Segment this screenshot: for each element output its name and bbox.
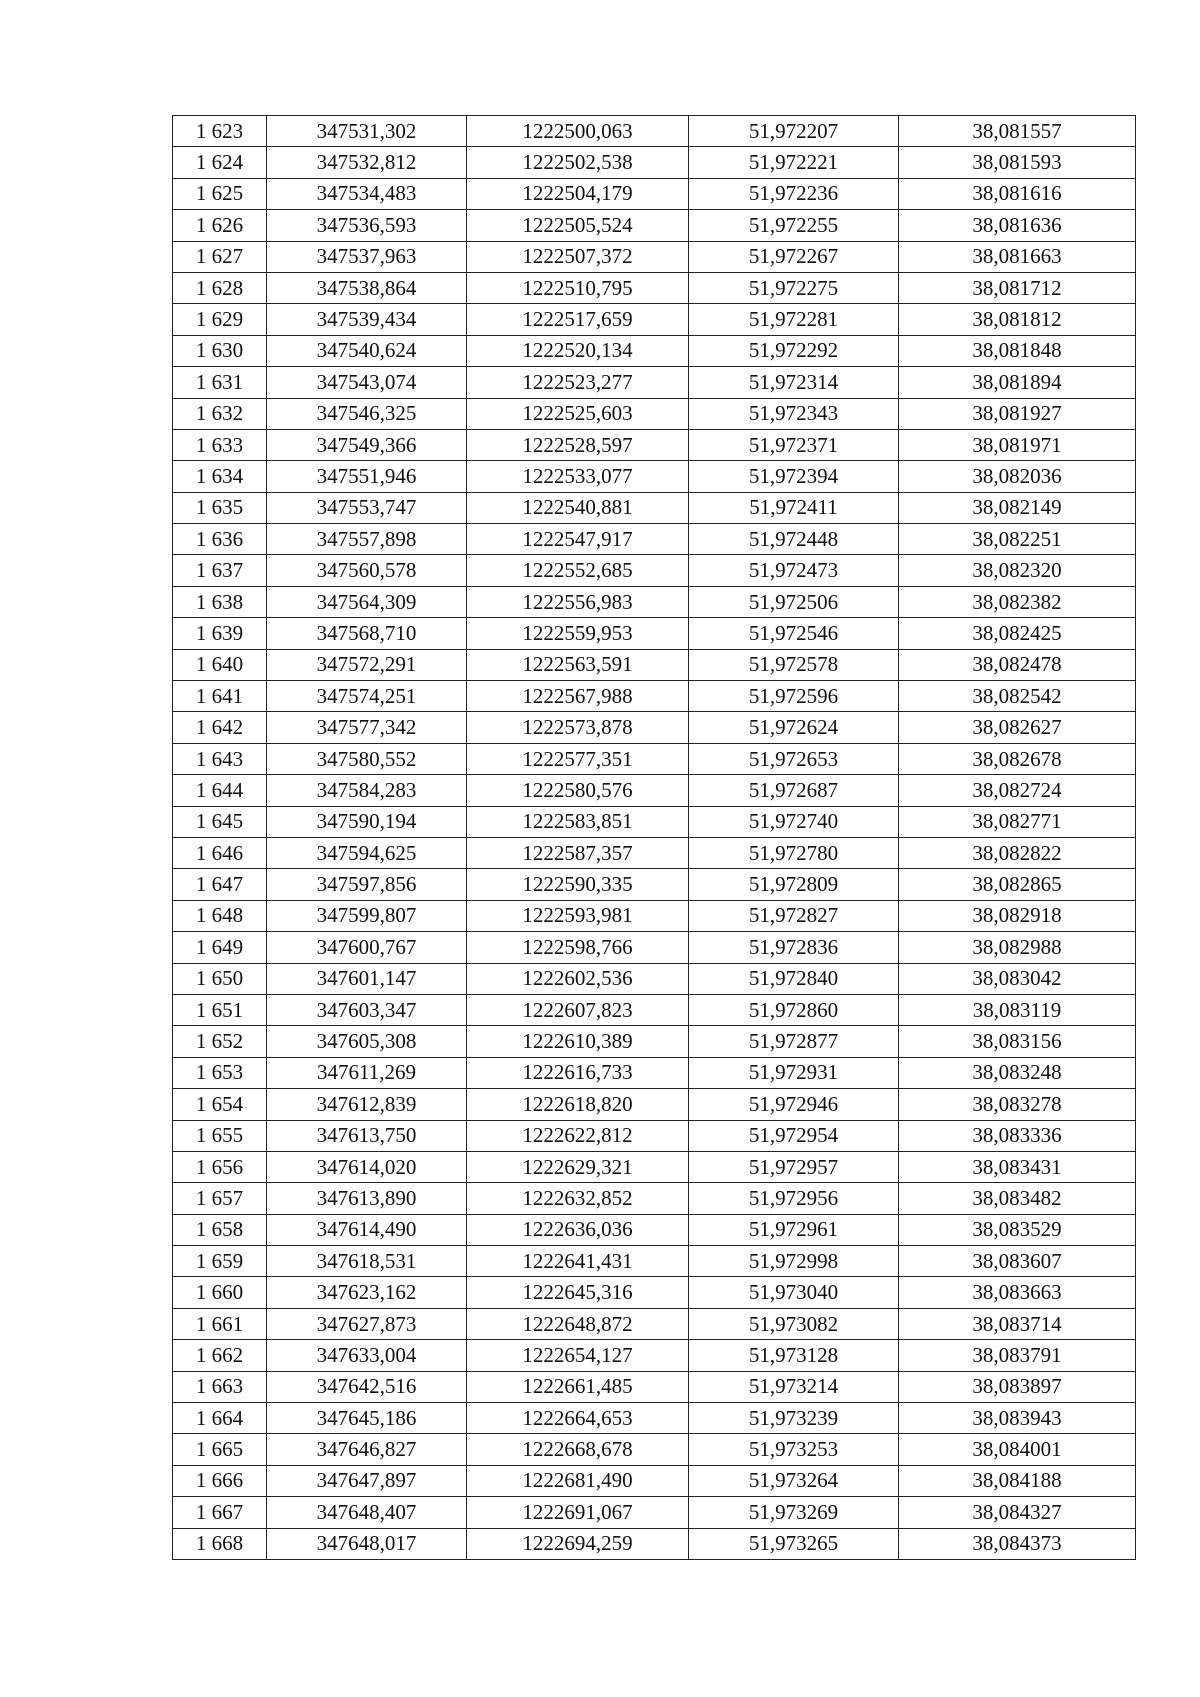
- table-row: [173, 932, 1136, 963]
- coordinates-table-body: [173, 116, 1136, 1560]
- table-row: [173, 1089, 1136, 1120]
- x-coordinate-cell: 347633,004: [267, 1340, 467, 1371]
- longitude-cell: 38,081848: [899, 335, 1136, 366]
- latitude-cell: 51,973264: [689, 1465, 899, 1496]
- table-row: [173, 241, 1136, 272]
- table-row: [173, 304, 1136, 335]
- y-coordinate-cell: 1222694,259: [467, 1528, 689, 1559]
- table-row: [173, 335, 1136, 366]
- y-coordinate-cell: 1222577,351: [467, 743, 689, 774]
- table-row: [173, 147, 1136, 178]
- longitude-cell: 38,083714: [899, 1308, 1136, 1339]
- longitude-cell: 38,083607: [899, 1246, 1136, 1277]
- x-coordinate-cell: 347537,963: [267, 241, 467, 272]
- point-number-cell: 1 638: [173, 586, 267, 617]
- table-row: [173, 398, 1136, 429]
- longitude-cell: 38,081812: [899, 304, 1136, 335]
- table-row: [173, 837, 1136, 868]
- table-row: [173, 806, 1136, 837]
- x-coordinate-cell: 347613,750: [267, 1120, 467, 1151]
- longitude-cell: 38,081593: [899, 147, 1136, 178]
- y-coordinate-cell: 1222525,603: [467, 398, 689, 429]
- point-number-cell: 1 628: [173, 272, 267, 303]
- x-coordinate-cell: 347647,897: [267, 1465, 467, 1496]
- x-coordinate-cell: 347646,827: [267, 1434, 467, 1465]
- y-coordinate-cell: 1222616,733: [467, 1057, 689, 1088]
- latitude-cell: 51,972281: [689, 304, 899, 335]
- point-number-cell: 1 631: [173, 367, 267, 398]
- point-number-cell: 1 635: [173, 492, 267, 523]
- latitude-cell: 51,972998: [689, 1246, 899, 1277]
- latitude-cell: 51,973239: [689, 1403, 899, 1434]
- table-row: [173, 869, 1136, 900]
- y-coordinate-cell: 1222641,431: [467, 1246, 689, 1277]
- y-coordinate-cell: 1222533,077: [467, 461, 689, 492]
- y-coordinate-cell: 1222607,823: [467, 994, 689, 1025]
- latitude-cell: 51,972343: [689, 398, 899, 429]
- longitude-cell: 38,082382: [899, 586, 1136, 617]
- longitude-cell: 38,081636: [899, 210, 1136, 241]
- x-coordinate-cell: 347572,291: [267, 649, 467, 680]
- latitude-cell: 51,972394: [689, 461, 899, 492]
- y-coordinate-cell: 1222602,536: [467, 963, 689, 994]
- longitude-cell: 38,083431: [899, 1151, 1136, 1182]
- table-row: [173, 1151, 1136, 1182]
- table-row: [173, 367, 1136, 398]
- x-coordinate-cell: 347603,347: [267, 994, 467, 1025]
- table-row: [173, 775, 1136, 806]
- y-coordinate-cell: 1222618,820: [467, 1089, 689, 1120]
- table-row: [173, 681, 1136, 712]
- point-number-cell: 1 666: [173, 1465, 267, 1496]
- point-number-cell: 1 646: [173, 837, 267, 868]
- y-coordinate-cell: 1222598,766: [467, 932, 689, 963]
- x-coordinate-cell: 347600,767: [267, 932, 467, 963]
- y-coordinate-cell: 1222664,653: [467, 1403, 689, 1434]
- x-coordinate-cell: 347568,710: [267, 618, 467, 649]
- point-number-cell: 1 639: [173, 618, 267, 649]
- y-coordinate-cell: 1222610,389: [467, 1026, 689, 1057]
- point-number-cell: 1 625: [173, 178, 267, 209]
- x-coordinate-cell: 347648,407: [267, 1497, 467, 1528]
- x-coordinate-cell: 347613,890: [267, 1183, 467, 1214]
- y-coordinate-cell: 1222622,812: [467, 1120, 689, 1151]
- x-coordinate-cell: 347546,325: [267, 398, 467, 429]
- x-coordinate-cell: 347574,251: [267, 681, 467, 712]
- table-row: [173, 272, 1136, 303]
- y-coordinate-cell: 1222590,335: [467, 869, 689, 900]
- point-number-cell: 1 659: [173, 1246, 267, 1277]
- point-number-cell: 1 664: [173, 1403, 267, 1434]
- longitude-cell: 38,083336: [899, 1120, 1136, 1151]
- y-coordinate-cell: 1222681,490: [467, 1465, 689, 1496]
- table-row: [173, 743, 1136, 774]
- table-row: [173, 994, 1136, 1025]
- table-row: [173, 1214, 1136, 1245]
- latitude-cell: 51,972411: [689, 492, 899, 523]
- point-number-cell: 1 652: [173, 1026, 267, 1057]
- x-coordinate-cell: 347560,578: [267, 555, 467, 586]
- y-coordinate-cell: 1222567,988: [467, 681, 689, 712]
- latitude-cell: 51,973082: [689, 1308, 899, 1339]
- point-number-cell: 1 667: [173, 1497, 267, 1528]
- y-coordinate-cell: 1222552,685: [467, 555, 689, 586]
- longitude-cell: 38,084188: [899, 1465, 1136, 1496]
- latitude-cell: 51,972954: [689, 1120, 899, 1151]
- y-coordinate-cell: 1222563,591: [467, 649, 689, 680]
- longitude-cell: 38,083248: [899, 1057, 1136, 1088]
- longitude-cell: 38,082724: [899, 775, 1136, 806]
- x-coordinate-cell: 347564,309: [267, 586, 467, 617]
- latitude-cell: 51,972961: [689, 1214, 899, 1245]
- table-row: [173, 116, 1136, 147]
- x-coordinate-cell: 347584,283: [267, 775, 467, 806]
- y-coordinate-cell: 1222632,852: [467, 1183, 689, 1214]
- y-coordinate-cell: 1222556,983: [467, 586, 689, 617]
- latitude-cell: 51,972687: [689, 775, 899, 806]
- point-number-cell: 1 627: [173, 241, 267, 272]
- x-coordinate-cell: 347645,186: [267, 1403, 467, 1434]
- latitude-cell: 51,972221: [689, 147, 899, 178]
- x-coordinate-cell: 347539,434: [267, 304, 467, 335]
- point-number-cell: 1 624: [173, 147, 267, 178]
- longitude-cell: 38,083897: [899, 1371, 1136, 1402]
- table-row: [173, 1120, 1136, 1151]
- y-coordinate-cell: 1222559,953: [467, 618, 689, 649]
- latitude-cell: 51,972840: [689, 963, 899, 994]
- y-coordinate-cell: 1222629,321: [467, 1151, 689, 1182]
- point-number-cell: 1 641: [173, 681, 267, 712]
- point-number-cell: 1 654: [173, 1089, 267, 1120]
- point-number-cell: 1 655: [173, 1120, 267, 1151]
- latitude-cell: 51,972371: [689, 429, 899, 460]
- latitude-cell: 51,972314: [689, 367, 899, 398]
- point-number-cell: 1 647: [173, 869, 267, 900]
- longitude-cell: 38,084327: [899, 1497, 1136, 1528]
- longitude-cell: 38,082822: [899, 837, 1136, 868]
- point-number-cell: 1 640: [173, 649, 267, 680]
- longitude-cell: 38,082149: [899, 492, 1136, 523]
- longitude-cell: 38,082865: [899, 869, 1136, 900]
- table-row: [173, 1183, 1136, 1214]
- longitude-cell: 38,081663: [899, 241, 1136, 272]
- x-coordinate-cell: 347597,856: [267, 869, 467, 900]
- point-number-cell: 1 644: [173, 775, 267, 806]
- longitude-cell: 38,082627: [899, 712, 1136, 743]
- longitude-cell: 38,082542: [899, 681, 1136, 712]
- longitude-cell: 38,082320: [899, 555, 1136, 586]
- latitude-cell: 51,972624: [689, 712, 899, 743]
- point-number-cell: 1 648: [173, 900, 267, 931]
- table-row: [173, 618, 1136, 649]
- x-coordinate-cell: 347551,946: [267, 461, 467, 492]
- latitude-cell: 51,972292: [689, 335, 899, 366]
- latitude-cell: 51,972578: [689, 649, 899, 680]
- point-number-cell: 1 650: [173, 963, 267, 994]
- table-row: [173, 524, 1136, 555]
- x-coordinate-cell: 347642,516: [267, 1371, 467, 1402]
- x-coordinate-cell: 347557,898: [267, 524, 467, 555]
- point-number-cell: 1 634: [173, 461, 267, 492]
- point-number-cell: 1 656: [173, 1151, 267, 1182]
- x-coordinate-cell: 347577,342: [267, 712, 467, 743]
- latitude-cell: 51,972275: [689, 272, 899, 303]
- point-number-cell: 1 645: [173, 806, 267, 837]
- latitude-cell: 51,973040: [689, 1277, 899, 1308]
- table-row: [173, 178, 1136, 209]
- latitude-cell: 51,972931: [689, 1057, 899, 1088]
- latitude-cell: 51,972267: [689, 241, 899, 272]
- x-coordinate-cell: 347532,812: [267, 147, 467, 178]
- y-coordinate-cell: 1222587,357: [467, 837, 689, 868]
- coordinates-table: [172, 115, 1136, 1560]
- latitude-cell: 51,972546: [689, 618, 899, 649]
- longitude-cell: 38,083482: [899, 1183, 1136, 1214]
- latitude-cell: 51,972448: [689, 524, 899, 555]
- point-number-cell: 1 636: [173, 524, 267, 555]
- x-coordinate-cell: 347648,017: [267, 1528, 467, 1559]
- table-row: [173, 1057, 1136, 1088]
- table-row: [173, 461, 1136, 492]
- latitude-cell: 51,973265: [689, 1528, 899, 1559]
- table-row: [173, 555, 1136, 586]
- y-coordinate-cell: 1222580,576: [467, 775, 689, 806]
- x-coordinate-cell: 347536,593: [267, 210, 467, 241]
- x-coordinate-cell: 347612,839: [267, 1089, 467, 1120]
- latitude-cell: 51,972506: [689, 586, 899, 617]
- y-coordinate-cell: 1222523,277: [467, 367, 689, 398]
- x-coordinate-cell: 347538,864: [267, 272, 467, 303]
- longitude-cell: 38,081712: [899, 272, 1136, 303]
- latitude-cell: 51,972473: [689, 555, 899, 586]
- y-coordinate-cell: 1222500,063: [467, 116, 689, 147]
- x-coordinate-cell: 347601,147: [267, 963, 467, 994]
- x-coordinate-cell: 347543,074: [267, 367, 467, 398]
- longitude-cell: 38,083042: [899, 963, 1136, 994]
- x-coordinate-cell: 347627,873: [267, 1308, 467, 1339]
- longitude-cell: 38,082678: [899, 743, 1136, 774]
- latitude-cell: 51,973214: [689, 1371, 899, 1402]
- point-number-cell: 1 649: [173, 932, 267, 963]
- point-number-cell: 1 657: [173, 1183, 267, 1214]
- latitude-cell: 51,972860: [689, 994, 899, 1025]
- latitude-cell: 51,973253: [689, 1434, 899, 1465]
- x-coordinate-cell: 347590,194: [267, 806, 467, 837]
- y-coordinate-cell: 1222528,597: [467, 429, 689, 460]
- latitude-cell: 51,972207: [689, 116, 899, 147]
- y-coordinate-cell: 1222510,795: [467, 272, 689, 303]
- latitude-cell: 51,972957: [689, 1151, 899, 1182]
- x-coordinate-cell: 347534,483: [267, 178, 467, 209]
- point-number-cell: 1 658: [173, 1214, 267, 1245]
- table-row: [173, 210, 1136, 241]
- table-row: [173, 1371, 1136, 1402]
- x-coordinate-cell: 347599,807: [267, 900, 467, 931]
- table-row: [173, 1277, 1136, 1308]
- table-row: [173, 492, 1136, 523]
- table-row: [173, 1528, 1136, 1559]
- table-row: [173, 649, 1136, 680]
- latitude-cell: 51,972827: [689, 900, 899, 931]
- longitude-cell: 38,082036: [899, 461, 1136, 492]
- x-coordinate-cell: 347611,269: [267, 1057, 467, 1088]
- table-row: [173, 1497, 1136, 1528]
- longitude-cell: 38,081927: [899, 398, 1136, 429]
- x-coordinate-cell: 347549,366: [267, 429, 467, 460]
- table-row: [173, 1465, 1136, 1496]
- y-coordinate-cell: 1222583,851: [467, 806, 689, 837]
- longitude-cell: 38,081894: [899, 367, 1136, 398]
- table-row: [173, 586, 1136, 617]
- y-coordinate-cell: 1222502,538: [467, 147, 689, 178]
- point-number-cell: 1 630: [173, 335, 267, 366]
- longitude-cell: 38,082425: [899, 618, 1136, 649]
- table-row: [173, 429, 1136, 460]
- y-coordinate-cell: 1222645,316: [467, 1277, 689, 1308]
- y-coordinate-cell: 1222504,179: [467, 178, 689, 209]
- table-row: [173, 1308, 1136, 1339]
- latitude-cell: 51,972946: [689, 1089, 899, 1120]
- x-coordinate-cell: 347614,020: [267, 1151, 467, 1182]
- longitude-cell: 38,082771: [899, 806, 1136, 837]
- point-number-cell: 1 629: [173, 304, 267, 335]
- point-number-cell: 1 651: [173, 994, 267, 1025]
- y-coordinate-cell: 1222505,524: [467, 210, 689, 241]
- longitude-cell: 38,082251: [899, 524, 1136, 555]
- x-coordinate-cell: 347553,747: [267, 492, 467, 523]
- longitude-cell: 38,083943: [899, 1403, 1136, 1434]
- longitude-cell: 38,082988: [899, 932, 1136, 963]
- point-number-cell: 1 633: [173, 429, 267, 460]
- point-number-cell: 1 662: [173, 1340, 267, 1371]
- longitude-cell: 38,083278: [899, 1089, 1136, 1120]
- point-number-cell: 1 643: [173, 743, 267, 774]
- point-number-cell: 1 623: [173, 116, 267, 147]
- longitude-cell: 38,082918: [899, 900, 1136, 931]
- table-row: [173, 1403, 1136, 1434]
- point-number-cell: 1 642: [173, 712, 267, 743]
- y-coordinate-cell: 1222636,036: [467, 1214, 689, 1245]
- point-number-cell: 1 663: [173, 1371, 267, 1402]
- latitude-cell: 51,972809: [689, 869, 899, 900]
- point-number-cell: 1 660: [173, 1277, 267, 1308]
- table-row: [173, 712, 1136, 743]
- x-coordinate-cell: 347540,624: [267, 335, 467, 366]
- point-number-cell: 1 668: [173, 1528, 267, 1559]
- point-number-cell: 1 626: [173, 210, 267, 241]
- table-row: [173, 1434, 1136, 1465]
- latitude-cell: 51,972653: [689, 743, 899, 774]
- table-row: [173, 900, 1136, 931]
- y-coordinate-cell: 1222691,067: [467, 1497, 689, 1528]
- x-coordinate-cell: 347531,302: [267, 116, 467, 147]
- y-coordinate-cell: 1222593,981: [467, 900, 689, 931]
- latitude-cell: 51,972877: [689, 1026, 899, 1057]
- longitude-cell: 38,081971: [899, 429, 1136, 460]
- table-row: [173, 1246, 1136, 1277]
- x-coordinate-cell: 347580,552: [267, 743, 467, 774]
- longitude-cell: 38,083791: [899, 1340, 1136, 1371]
- longitude-cell: 38,083663: [899, 1277, 1136, 1308]
- y-coordinate-cell: 1222540,881: [467, 492, 689, 523]
- point-number-cell: 1 661: [173, 1308, 267, 1339]
- point-number-cell: 1 637: [173, 555, 267, 586]
- latitude-cell: 51,972596: [689, 681, 899, 712]
- x-coordinate-cell: 347594,625: [267, 837, 467, 868]
- longitude-cell: 38,081616: [899, 178, 1136, 209]
- y-coordinate-cell: 1222507,372: [467, 241, 689, 272]
- latitude-cell: 51,973128: [689, 1340, 899, 1371]
- x-coordinate-cell: 347614,490: [267, 1214, 467, 1245]
- latitude-cell: 51,972236: [689, 178, 899, 209]
- y-coordinate-cell: 1222517,659: [467, 304, 689, 335]
- point-number-cell: 1 665: [173, 1434, 267, 1465]
- table-row: [173, 963, 1136, 994]
- longitude-cell: 38,083156: [899, 1026, 1136, 1057]
- y-coordinate-cell: 1222547,917: [467, 524, 689, 555]
- latitude-cell: 51,972740: [689, 806, 899, 837]
- table-row: [173, 1026, 1136, 1057]
- latitude-cell: 51,973269: [689, 1497, 899, 1528]
- y-coordinate-cell: 1222573,878: [467, 712, 689, 743]
- longitude-cell: 38,083119: [899, 994, 1136, 1025]
- latitude-cell: 51,972780: [689, 837, 899, 868]
- table-row: [173, 1340, 1136, 1371]
- x-coordinate-cell: 347623,162: [267, 1277, 467, 1308]
- latitude-cell: 51,972836: [689, 932, 899, 963]
- point-number-cell: 1 632: [173, 398, 267, 429]
- y-coordinate-cell: 1222661,485: [467, 1371, 689, 1402]
- y-coordinate-cell: 1222520,134: [467, 335, 689, 366]
- longitude-cell: 38,084373: [899, 1528, 1136, 1559]
- longitude-cell: 38,082478: [899, 649, 1136, 680]
- y-coordinate-cell: 1222668,678: [467, 1434, 689, 1465]
- point-number-cell: 1 653: [173, 1057, 267, 1088]
- x-coordinate-cell: 347605,308: [267, 1026, 467, 1057]
- y-coordinate-cell: 1222654,127: [467, 1340, 689, 1371]
- y-coordinate-cell: 1222648,872: [467, 1308, 689, 1339]
- latitude-cell: 51,972255: [689, 210, 899, 241]
- x-coordinate-cell: 347618,531: [267, 1246, 467, 1277]
- longitude-cell: 38,083529: [899, 1214, 1136, 1245]
- longitude-cell: 38,084001: [899, 1434, 1136, 1465]
- longitude-cell: 38,081557: [899, 116, 1136, 147]
- latitude-cell: 51,972956: [689, 1183, 899, 1214]
